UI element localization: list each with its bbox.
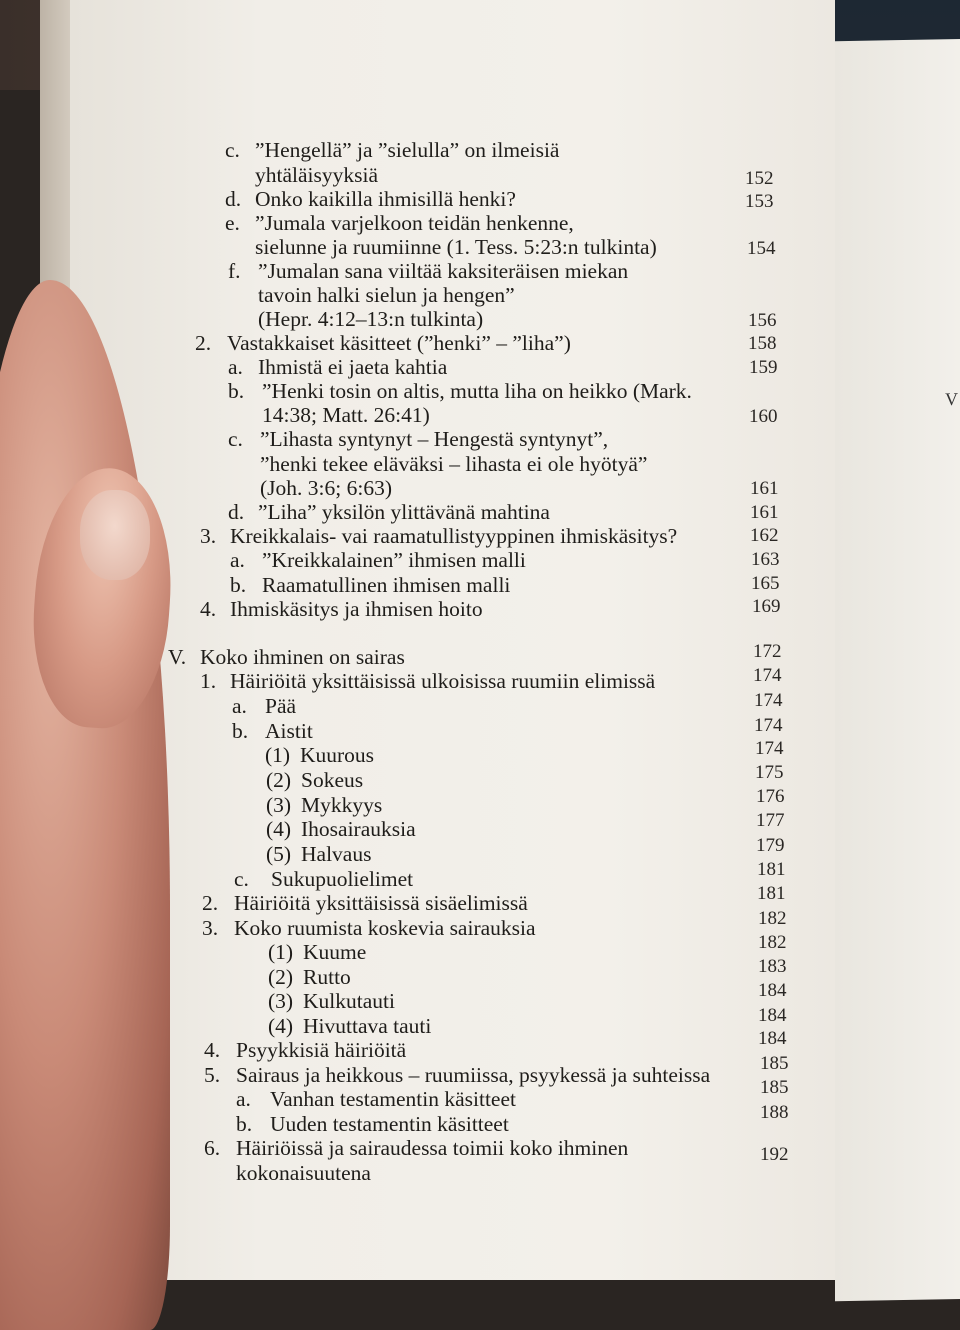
toc-page: 163 <box>751 549 780 570</box>
toc-number: (5) <box>266 842 292 866</box>
toc-page: 184 <box>758 1005 787 1026</box>
toc-page: 185 <box>760 1053 789 1074</box>
toc-page: 161 <box>750 502 779 523</box>
toc-text: Pää <box>265 694 297 718</box>
toc-page: 182 <box>758 908 787 929</box>
toc-number: 3. <box>200 524 217 548</box>
toc-page: 192 <box>760 1144 789 1165</box>
toc-page: 161 <box>750 478 779 499</box>
toc-page: 183 <box>758 956 787 977</box>
toc-text: Halvaus <box>301 842 372 866</box>
toc-text: Aistit <box>265 719 313 743</box>
toc-text: ”Kreikkalainen” ihmisen malli <box>262 548 526 572</box>
toc-page: 153 <box>745 191 774 212</box>
toc-number: 4. <box>200 597 217 621</box>
toc-number: 1. <box>200 669 217 693</box>
toc-text: Kuume <box>303 940 367 964</box>
toc-number: 3. <box>202 916 219 940</box>
toc-text: Kulkutauti <box>303 989 395 1013</box>
toc-text: ”henki tekee eläväksi – lihasta ei ole hyötyä” <box>260 452 648 476</box>
toc-page: 165 <box>751 573 780 594</box>
toc-number: a. <box>232 694 247 718</box>
toc-page: 154 <box>747 238 776 259</box>
toc-text: ”Hengellä” ja ”sielulla” on ilmeisiä <box>255 138 560 162</box>
toc-text: (Hepr. 4:12–13:n tulkinta) <box>258 307 484 331</box>
toc-page: 182 <box>758 932 787 953</box>
toc-number: (4) <box>266 817 292 841</box>
toc-text: Kuurous <box>300 743 375 767</box>
toc-page: 181 <box>757 859 786 880</box>
toc-text: ”Liha” yksilön ylittävänä mahtina <box>258 500 550 524</box>
toc-page: 169 <box>752 596 781 617</box>
toc-number: (1) <box>268 940 294 964</box>
toc-text: ”Jumala varjelkoon teidän henkenne, <box>255 211 574 235</box>
toc-text: Vastakkaiset käsitteet (”henki” – ”liha”) <box>227 331 571 355</box>
toc-text: yhtäläisyyksiä <box>255 163 379 187</box>
toc-page: 159 <box>749 357 778 378</box>
toc-text: Häiriöitä yksittäisissä ulkoisissa ruumiin elimissä <box>230 669 656 693</box>
toc-text: kokonaisuutena <box>236 1161 371 1185</box>
toc-number: (2) <box>268 965 294 989</box>
toc-text: Uuden testamentin käsitteet <box>270 1112 509 1136</box>
toc-number: (4) <box>268 1014 294 1038</box>
toc-text: 14:38; Matt. 26:41) <box>262 403 430 427</box>
thumbnail <box>80 490 150 580</box>
toc-page: 152 <box>745 168 774 189</box>
toc-text: Mykkyys <box>301 793 383 817</box>
toc-page: 160 <box>749 406 778 427</box>
toc-number: c. <box>228 427 243 451</box>
toc-number: (3) <box>266 793 292 817</box>
toc-number: a. <box>228 355 243 379</box>
toc-page: 174 <box>754 715 783 736</box>
toc-number: b. <box>230 573 247 597</box>
toc-number: 6. <box>204 1136 221 1160</box>
toc-number: d. <box>225 187 242 211</box>
toc-page: 174 <box>754 690 783 711</box>
toc-page: 184 <box>758 980 787 1001</box>
facing-page <box>835 39 960 1301</box>
toc-text: ”Lihasta syntynyt – Hengestä syntynyt”, <box>260 427 609 451</box>
toc-number: b. <box>228 379 245 403</box>
toc-number: f. <box>228 259 241 283</box>
toc-page: 174 <box>755 738 784 759</box>
toc-number: d. <box>228 500 245 524</box>
toc-page: 177 <box>756 810 785 831</box>
toc-page: 175 <box>755 762 784 783</box>
toc-page: 184 <box>758 1028 787 1049</box>
toc-page: 172 <box>753 641 782 662</box>
toc-text: tavoin halki sielun ja hengen” <box>258 283 515 307</box>
toc-text: Kreikkalais- vai raamatullistyyppinen ihmiskäsitys? <box>230 524 678 548</box>
toc-text: Raamatullinen ihmisen malli <box>262 573 511 597</box>
toc-number: b. <box>232 719 249 743</box>
toc-text: Ihmiskäsitys ja ihmisen hoito <box>230 597 483 621</box>
toc-number: 2. <box>195 331 212 355</box>
toc-page: 174 <box>753 665 782 686</box>
toc-page: 179 <box>756 835 785 856</box>
toc-page: 188 <box>760 1102 789 1123</box>
toc-text: Ihosairauksia <box>301 817 416 841</box>
toc-number: c. <box>234 867 249 891</box>
toc-number: a. <box>230 548 245 572</box>
toc-text: Psyykkisiä häiriöitä <box>236 1038 407 1062</box>
toc-page: 162 <box>750 525 779 546</box>
toc-page: 158 <box>748 333 777 354</box>
toc-text: Häiriöitä yksittäisissä sisäelimissä <box>234 891 528 915</box>
toc-text: (Joh. 3:6; 6:63) <box>260 476 392 500</box>
toc-text: Hivuttava tauti <box>303 1014 432 1038</box>
toc-number: a. <box>236 1087 251 1111</box>
toc-text: ”Henki tosin on altis, mutta liha on heikko (Mark. <box>262 379 692 403</box>
toc-text: Vanhan testamentin käsitteet <box>270 1087 516 1111</box>
toc-page: 156 <box>748 310 777 331</box>
toc-number: e. <box>225 211 240 235</box>
toc-number: (3) <box>268 989 294 1013</box>
toc-text: sielunne ja ruumiinne (1. Tess. 5:23:n tulkinta) <box>255 235 657 259</box>
toc-text: Sokeus <box>301 768 364 792</box>
toc-text: Onko kaikilla ihmisillä henki? <box>255 187 516 211</box>
toc-text: Ihmistä ei jaeta kahtia <box>258 355 448 379</box>
toc-number: c. <box>225 138 240 162</box>
toc-text: Sairaus ja heikkous – ruumiissa, psyykessä ja suhteissa <box>236 1063 711 1087</box>
toc-text: Sukupuolielimet <box>271 867 414 891</box>
toc-text: Häiriöissä ja sairaudessa toimii koko ihminen <box>236 1136 629 1160</box>
toc-page: 176 <box>756 786 785 807</box>
toc-text: ”Jumalan sana viiltää kaksiteräisen miekan <box>258 259 629 283</box>
toc-text: Rutto <box>303 965 351 989</box>
toc-text: Koko ruumista koskevia sairauksia <box>234 916 536 940</box>
toc-number: (2) <box>266 768 292 792</box>
toc-number: (1) <box>265 743 291 767</box>
toc-number: 5. <box>204 1063 221 1087</box>
toc-page: 181 <box>757 883 786 904</box>
toc-text: Koko ihminen on sairas <box>200 645 405 669</box>
toc-number: 2. <box>202 891 219 915</box>
toc-number: b. <box>236 1112 253 1136</box>
toc-number: 4. <box>204 1038 221 1062</box>
facing-page-letter: V <box>945 389 958 410</box>
toc-number: V. <box>168 645 187 669</box>
toc-page: 185 <box>760 1077 789 1098</box>
